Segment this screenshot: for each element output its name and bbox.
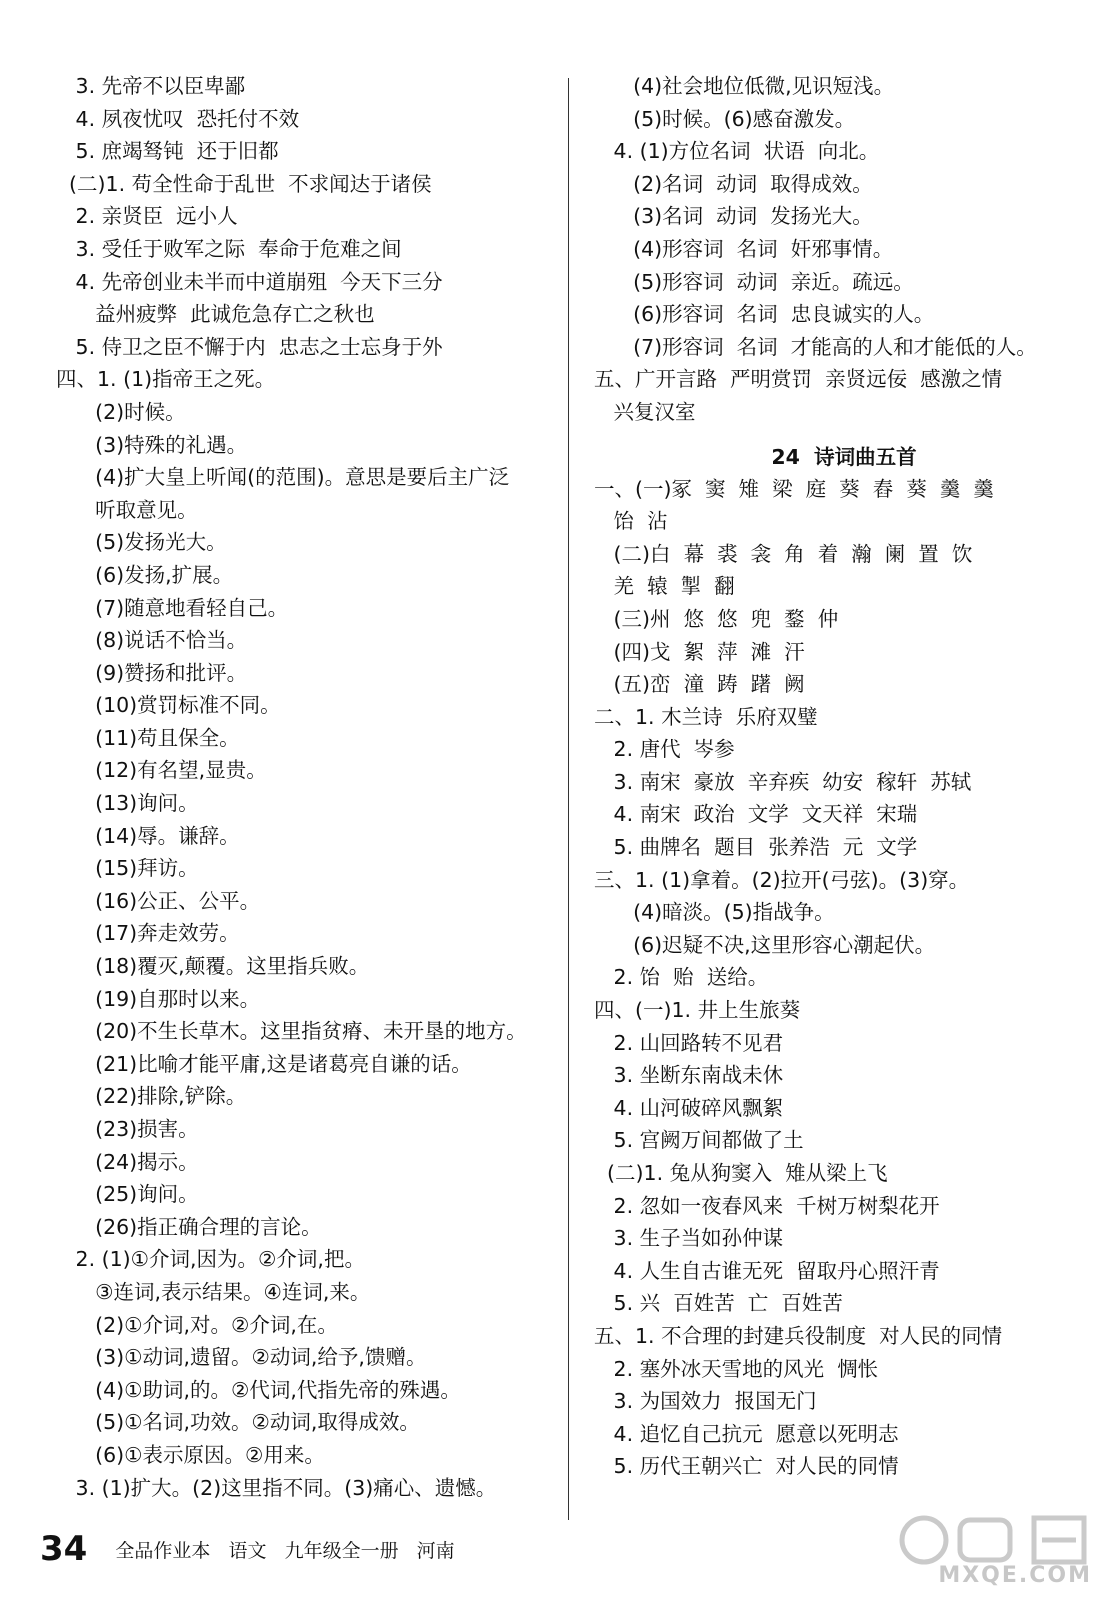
column-divider [568, 78, 569, 1520]
answer-line: (2)①介词,对。②介词,在。 [56, 1312, 338, 1337]
answer-line: (4)社会地位低微,见识短浅。 [594, 74, 895, 98]
answer-line: 2. 山回路转不见君 [594, 1030, 784, 1055]
answer-line: (21)比喻才能平庸,这是诸葛亮自谦的话。 [56, 1051, 472, 1076]
answer-line: (6)迟疑不决,这里形容心潮起伏。 [594, 932, 936, 957]
answer-line: (15)拜访。 [56, 856, 199, 881]
answer-line: 二、1. 木兰诗 乐府双璧 [594, 704, 818, 729]
answer-line: (5)时候。(6)感奋激发。 [594, 106, 856, 131]
answer-line: 2. (1)①介词,因为。②介词,把。 [56, 1247, 365, 1272]
answer-line: 4. 夙夜忧叹 恐托付不效 [56, 106, 300, 131]
answer-line: 4. 山河破碎风飘絮 [594, 1095, 784, 1120]
answer-line: (10)赏罚标准不同。 [56, 693, 281, 718]
answer-line: (13)询问。 [56, 791, 199, 816]
answer-line: (5)①名词,功效。②动词,取得成效。 [56, 1410, 420, 1435]
answer-line: (26)指正确合理的言论。 [56, 1214, 322, 1239]
answer-line: (4)暗淡。(5)指战争。 [594, 900, 835, 925]
answer-line: (3)①动词,遗留。②动词,给予,馈赠。 [56, 1345, 427, 1370]
answer-line: (17)奔走效劳。 [56, 921, 240, 946]
answer-line: (四)戈 絮 萍 滩 汗 [594, 639, 805, 664]
answer-line: 3. 为国效力 报国无门 [594, 1389, 817, 1414]
answer-line: (三)州 悠 悠 兜 鍪 仲 [594, 606, 839, 631]
answer-line: 3. 受任于败军之际 奉命于危难之间 [56, 236, 402, 261]
answer-line: 一、(一)冢 窦 雉 梁 庭 葵 舂 葵 羹 羹 [594, 476, 994, 501]
answer-line: (8)说话不恰当。 [56, 628, 248, 653]
answer-line: (7)随意地看轻自己。 [56, 595, 289, 620]
answer-line: (6)①表示原因。②用来。 [56, 1442, 325, 1467]
answer-line: (6)形容词 名词 忠良诚实的人。 [594, 302, 935, 327]
answer-line: 2. 亲贤臣 远小人 [56, 204, 238, 229]
watermark [894, 1510, 1104, 1596]
answer-line: 2. 饴 贻 送给。 [594, 965, 769, 990]
answer-line: (2)时候。 [56, 399, 186, 424]
answer-line: (五)峦 潼 踌 躇 阙 [594, 672, 805, 697]
answer-line: (23)损害。 [56, 1117, 199, 1141]
answer-line: 3. (1)扩大。(2)这里指不同。(3)痛心、遗憾。 [56, 1475, 497, 1500]
answer-line: 饴 沾 [594, 509, 668, 534]
answer-line: (5)发扬光大。 [56, 530, 227, 555]
answer-line: (18)覆灭,颠覆。这里指兵败。 [56, 954, 370, 979]
answer-line: (25)询问。 [56, 1182, 199, 1207]
answer-line: (12)有名望,显贵。 [56, 758, 267, 783]
answer-line: (20)不生长草木。这里指贫瘠、未开垦的地方。 [56, 1019, 527, 1044]
answer-line: ③连词,表示结果。④连词,来。 [56, 1279, 371, 1304]
answer-line: 四、1. (1)指帝王之死。 [56, 367, 276, 392]
answer-line: 4. (1)方位名词 状语 向北。 [594, 139, 880, 164]
answer-line: 四、(一)1. 井上生旅葵 [594, 998, 801, 1023]
answer-line: 3. 坐断东南战未休 [594, 1063, 784, 1088]
answer-line: (4)扩大皇上听闻(的范围)。意思是要后主广泛 [56, 465, 510, 490]
answer-line: 4. 追忆自己抗元 愿意以死明志 [594, 1421, 899, 1446]
answer-line: (19)自那时以来。 [56, 986, 261, 1011]
answer-line: 五、1. 不合理的封建兵役制度 对人民的同情 [594, 1323, 1003, 1348]
answer-line: 羌 辕 掣 翻 [594, 574, 735, 599]
answer-line: (2)名词 动词 取得成效。 [594, 171, 873, 196]
answer-line: 5. 侍卫之臣不懈于内 忠志之士忘身于外 [56, 334, 443, 359]
answer-line: 听取意见。 [56, 497, 198, 522]
answer-line: (6)发扬,扩展。 [56, 562, 234, 587]
answer-line: (二)1. 苟全性命于乱世 不求闻达于诸侯 [56, 171, 432, 196]
answer-line: 5. 历代王朝兴亡 对人民的同情 [594, 1454, 899, 1479]
page-number: 34 [40, 1529, 88, 1569]
answer-line: (9)赞扬和批评。 [56, 660, 248, 685]
section-title: 24 诗词曲五首 [771, 444, 917, 469]
book-info: 全品作业本 语文 九年级全一册 河南 [115, 1539, 455, 1562]
answer-line: (3)名词 动词 发扬光大。 [594, 204, 873, 229]
answer-line: (11)苟且保全。 [56, 725, 240, 750]
answer-line: (二)1. 兔从狗窦入 雉从梁上飞 [594, 1161, 888, 1185]
answer-line: 三、1. (1)拿着。(2)拉开(弓弦)。(3)穿。 [594, 867, 970, 892]
answer-line: (7)形容词 名词 才能高的人和才能低的人。 [594, 334, 1037, 359]
answer-line: 5. 曲牌名 题目 张养浩 元 文学 [594, 835, 918, 860]
answer-line: 2. 忽如一夜春风来 千树万树梨花开 [594, 1193, 940, 1218]
answer-line: (4)形容词 名词 奸邪事情。 [594, 236, 894, 261]
answer-line: (二)白 幕 裘 衾 角 着 瀚 阑 置 饮 [594, 541, 973, 566]
answer-logo-icon [894, 1510, 1104, 1570]
answer-line: 3. 南宋 豪放 辛弃疾 幼安 稼轩 苏轼 [594, 769, 972, 794]
right-bottom-lines [594, 473, 1094, 1483]
answer-line: 2. 塞外冰天雪地的风光 惆怅 [594, 1356, 879, 1381]
answer-line: 4. 南宋 政治 文学 文天祥 宋瑞 [594, 802, 918, 827]
answer-line: (5)形容词 动词 亲近。疏远。 [594, 269, 914, 294]
answer-line: 3. 先帝不以臣卑鄙 [56, 74, 246, 98]
answer-line: 2. 唐代 岑参 [594, 737, 735, 762]
answer-line: (4)①助词,的。②代词,代指先帝的殊遇。 [56, 1377, 461, 1402]
answer-line: 兴复汉室 [594, 399, 696, 424]
watermark-text: MXQE.COM [938, 1563, 1092, 1588]
answer-line: (16)公正、公平。 [56, 888, 261, 913]
answer-line: 4. 先帝创业未半而中道崩殂 今天下三分 [56, 269, 443, 294]
left-column [56, 70, 556, 1504]
right-top-lines [594, 70, 1094, 429]
answer-line: 5. 宫阙万间都做了土 [594, 1128, 804, 1153]
answer-line: (24)揭示。 [56, 1149, 199, 1174]
answer-line: (14)辱。谦辞。 [56, 823, 240, 848]
answer-line: (22)排除,铲除。 [56, 1084, 247, 1109]
answer-line: 3. 生子当如孙仲谋 [594, 1226, 784, 1251]
answer-line: 4. 人生自古谁无死 留取丹心照汗青 [594, 1258, 940, 1283]
answer-line: 5. 兴 百姓苦 亡 百姓苦 [594, 1291, 843, 1316]
answer-line: 益州疲弊 此诚危急存亡之秋也 [56, 302, 375, 327]
page-footer [40, 1524, 455, 1574]
answer-line: 五、广开言路 严明赏罚 亲贤远佞 感激之情 [594, 367, 1003, 392]
answer-line: 5. 庶竭驽钝 还于旧都 [56, 139, 279, 164]
answer-line: (3)特殊的礼遇。 [56, 432, 248, 457]
right-column [594, 70, 1094, 1483]
